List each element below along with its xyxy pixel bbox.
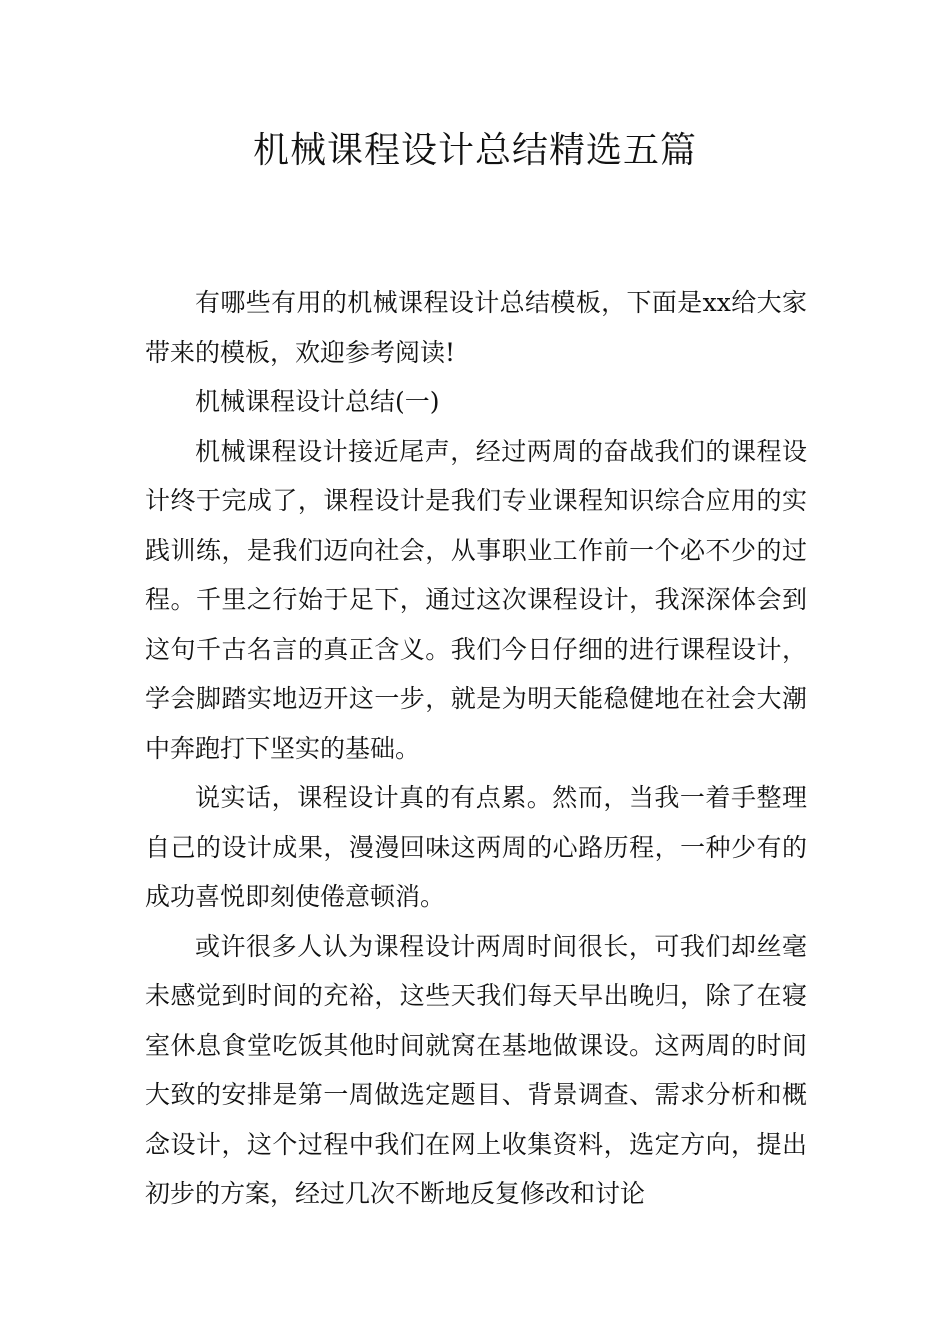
body-paragraph: 机械课程设计接近尾声，经过两周的奋战我们的课程设计终于完成了，课程设计是我们专业课程知识综合应用的实践训练，是我们迈向社会，从事职业工作前一个必不少的过程。千里之行始于足下，通过这次课程设计，我深深体会到这句千古名言的真正含义。我们今日仔细的进行课程设计，学会脚踏实地迈开这一步，就是为明天能稳健地在社会大潮中奔跑打下坚实的基础。 <box>145 436 807 763</box>
intro-paragraph: 有哪些有用的机械课程设计总结模板，下面是xx给大家带来的模板，欢迎参考阅读! <box>145 288 807 367</box>
body-paragraph: 或许很多人认为课程设计两周时间很长，可我们却丝毫未感觉到时间的充裕，这些天我们每天早出晚归，除了在寝室休息食堂吃饭其他时间就窝在基地做课设。这两周的时间大致的安排是第一周做选定题目、背景调查、需求分析和概念设计，这个过程中我们在网上收集资料，选定方向，提出初步的方案，经过几次不断地反复修改和讨论 <box>145 931 807 1208</box>
document-title: 机械课程设计总结精选五篇 <box>252 130 697 171</box>
document-body <box>145 278 807 1219</box>
body-paragraph: 说实话，课程设计真的有点累。然而，当我一着手整理自己的设计成果，漫漫回味这两周的心路历程，一种少有的成功喜悦即刻使倦意顿消。 <box>145 783 807 911</box>
section-heading: 机械课程设计总结(一) <box>195 387 440 416</box>
